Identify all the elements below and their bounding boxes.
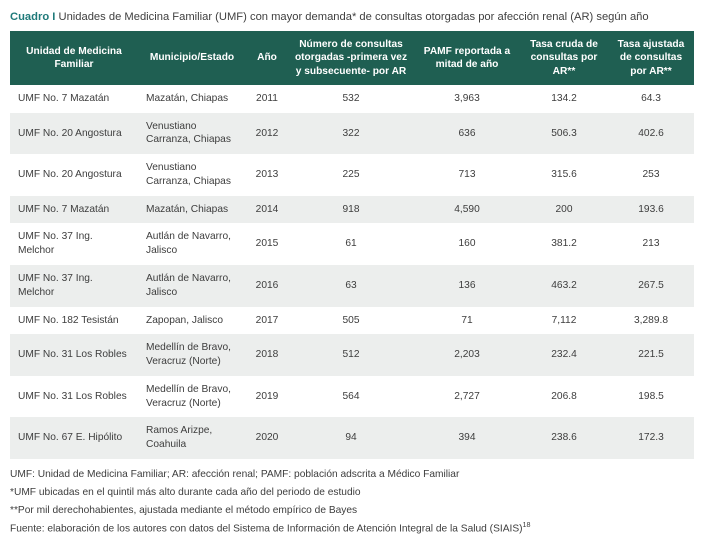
cell-tasa-ajustada: 402.6 (608, 113, 694, 155)
cell-pamf: 2,727 (414, 376, 520, 418)
table-row (10, 265, 694, 307)
table-caption (10, 10, 696, 25)
cell-pamf: 160 (414, 223, 520, 265)
cell-tasa-ajustada: 253 (608, 154, 694, 196)
column-header-consultas: Número de consultas otorgadas -primera vez y subsecuente- por AR (288, 31, 414, 85)
cell-consultas: 322 (288, 113, 414, 155)
column-header-tasa-ajustada: Tasa ajustada de consultas por AR** (608, 31, 694, 85)
column-header-pamf: PAMF reportada a mitad de año (414, 31, 520, 85)
cell-consultas: 512 (288, 334, 414, 376)
table-row (10, 307, 694, 335)
footnote-source-text: Fuente: elaboración de los autores con datos del Sistema de Información de Atención Integral de la Salud (SIAIS) (10, 523, 523, 535)
cell-anio: 2015 (246, 223, 288, 265)
cell-anio: 2013 (246, 154, 288, 196)
cell-pamf: 394 (414, 417, 520, 459)
cell-umf: UMF No. 182 Tesistán (10, 307, 138, 335)
cell-municipio: Mazatán, Chiapas (138, 196, 246, 224)
cell-umf: UMF No. 31 Los Robles (10, 376, 138, 418)
cell-anio: 2018 (246, 334, 288, 376)
caption-text: Unidades de Medicina Familiar (UMF) con mayor demanda* de consultas otorgadas por afección renal (AR) según año (55, 11, 649, 23)
cell-consultas: 918 (288, 196, 414, 224)
table-row (10, 334, 694, 376)
cell-tasa-ajustada: 64.3 (608, 85, 694, 113)
footnote-double-asterisk: **Por mil derechohabientes, ajustada mediante el método empírico de Bayes (10, 504, 358, 516)
cell-consultas: 94 (288, 417, 414, 459)
cell-municipio: Zapopan, Jalisco (138, 307, 246, 335)
table-row (10, 223, 694, 265)
cell-tasa-ajustada: 3,289.8 (608, 307, 694, 335)
cell-anio: 2012 (246, 113, 288, 155)
cell-umf: UMF No. 20 Angostura (10, 154, 138, 196)
cell-tasa-ajustada: 213 (608, 223, 694, 265)
cell-umf: UMF No. 67 E. Hipólito (10, 417, 138, 459)
table-row (10, 113, 694, 155)
cell-tasa-cruda: 134.2 (520, 85, 608, 113)
cell-umf: UMF No. 7 Mazatán (10, 85, 138, 113)
cell-tasa-ajustada: 267.5 (608, 265, 694, 307)
cell-tasa-ajustada: 193.6 (608, 196, 694, 224)
cell-tasa-cruda: 7,112 (520, 307, 608, 335)
cell-pamf: 2,203 (414, 334, 520, 376)
table-row (10, 85, 694, 113)
footnote-source (10, 519, 694, 538)
cell-municipio: Autlán de Navarro, Jalisco (138, 223, 246, 265)
table-header (10, 31, 694, 85)
cell-umf: UMF No. 20 Angostura (10, 113, 138, 155)
cell-municipio: Mazatán, Chiapas (138, 85, 246, 113)
data-table (10, 31, 694, 459)
cell-umf: UMF No. 7 Mazatán (10, 196, 138, 224)
cell-tasa-cruda: 232.4 (520, 334, 608, 376)
cell-anio: 2014 (246, 196, 288, 224)
cell-consultas: 532 (288, 85, 414, 113)
cell-consultas: 225 (288, 154, 414, 196)
footnote-asterisk: *UMF ubicadas en el quintil más alto durante cada año del periodo de estudio (10, 486, 361, 498)
cell-anio: 2019 (246, 376, 288, 418)
cell-tasa-ajustada: 221.5 (608, 334, 694, 376)
cell-municipio: Ramos Arizpe, Coahuila (138, 417, 246, 459)
table-row (10, 417, 694, 459)
cell-anio: 2016 (246, 265, 288, 307)
cell-municipio: Medellín de Bravo, Veracruz (Norte) (138, 334, 246, 376)
cell-tasa-cruda: 381.2 (520, 223, 608, 265)
column-header-anio: Año (246, 31, 288, 85)
cell-umf: UMF No. 31 Los Robles (10, 334, 138, 376)
cell-consultas: 63 (288, 265, 414, 307)
cell-consultas: 61 (288, 223, 414, 265)
table-header-row (10, 31, 694, 85)
cell-tasa-ajustada: 172.3 (608, 417, 694, 459)
cell-pamf: 3,963 (414, 85, 520, 113)
cell-umf: UMF No. 37 Ing. Melchor (10, 223, 138, 265)
cell-consultas: 505 (288, 307, 414, 335)
cell-tasa-ajustada: 198.5 (608, 376, 694, 418)
cell-umf: UMF No. 37 Ing. Melchor (10, 265, 138, 307)
column-header-municipio: Municipio/Estado (138, 31, 246, 85)
cell-municipio: Autlán de Navarro, Jalisco (138, 265, 246, 307)
table-footnotes (10, 466, 694, 539)
table-row (10, 196, 694, 224)
footnote-source-reference: 18 (522, 520, 531, 530)
cell-municipio: Venustiano Carranza, Chiapas (138, 113, 246, 155)
cell-pamf: 136 (414, 265, 520, 307)
column-header-umf: Unidad de Medicina Familiar (10, 31, 138, 85)
cell-tasa-cruda: 315.6 (520, 154, 608, 196)
cell-pamf: 636 (414, 113, 520, 155)
cell-municipio: Medellín de Bravo, Veracruz (Norte) (138, 376, 246, 418)
cell-municipio: Venustiano Carranza, Chiapas (138, 154, 246, 196)
cell-tasa-cruda: 206.8 (520, 376, 608, 418)
cell-consultas: 564 (288, 376, 414, 418)
cell-tasa-cruda: 238.6 (520, 417, 608, 459)
caption-label: Cuadro I (10, 11, 56, 23)
cell-tasa-cruda: 463.2 (520, 265, 608, 307)
cell-anio: 2017 (246, 307, 288, 335)
table-body (10, 85, 694, 459)
footnote-abbreviations: UMF: Unidad de Medicina Familiar; AR: afección renal; PAMF: población adscrita a Médico Familiar (10, 468, 460, 480)
cell-pamf: 71 (414, 307, 520, 335)
cell-pamf: 713 (414, 154, 520, 196)
cell-tasa-cruda: 200 (520, 196, 608, 224)
cell-tasa-cruda: 506.3 (520, 113, 608, 155)
table-row (10, 376, 694, 418)
column-header-tasa-cruda: Tasa cruda de consultas por AR** (520, 31, 608, 85)
table-row (10, 154, 694, 196)
cell-anio: 2020 (246, 417, 288, 459)
cell-pamf: 4,590 (414, 196, 520, 224)
cell-anio: 2011 (246, 85, 288, 113)
